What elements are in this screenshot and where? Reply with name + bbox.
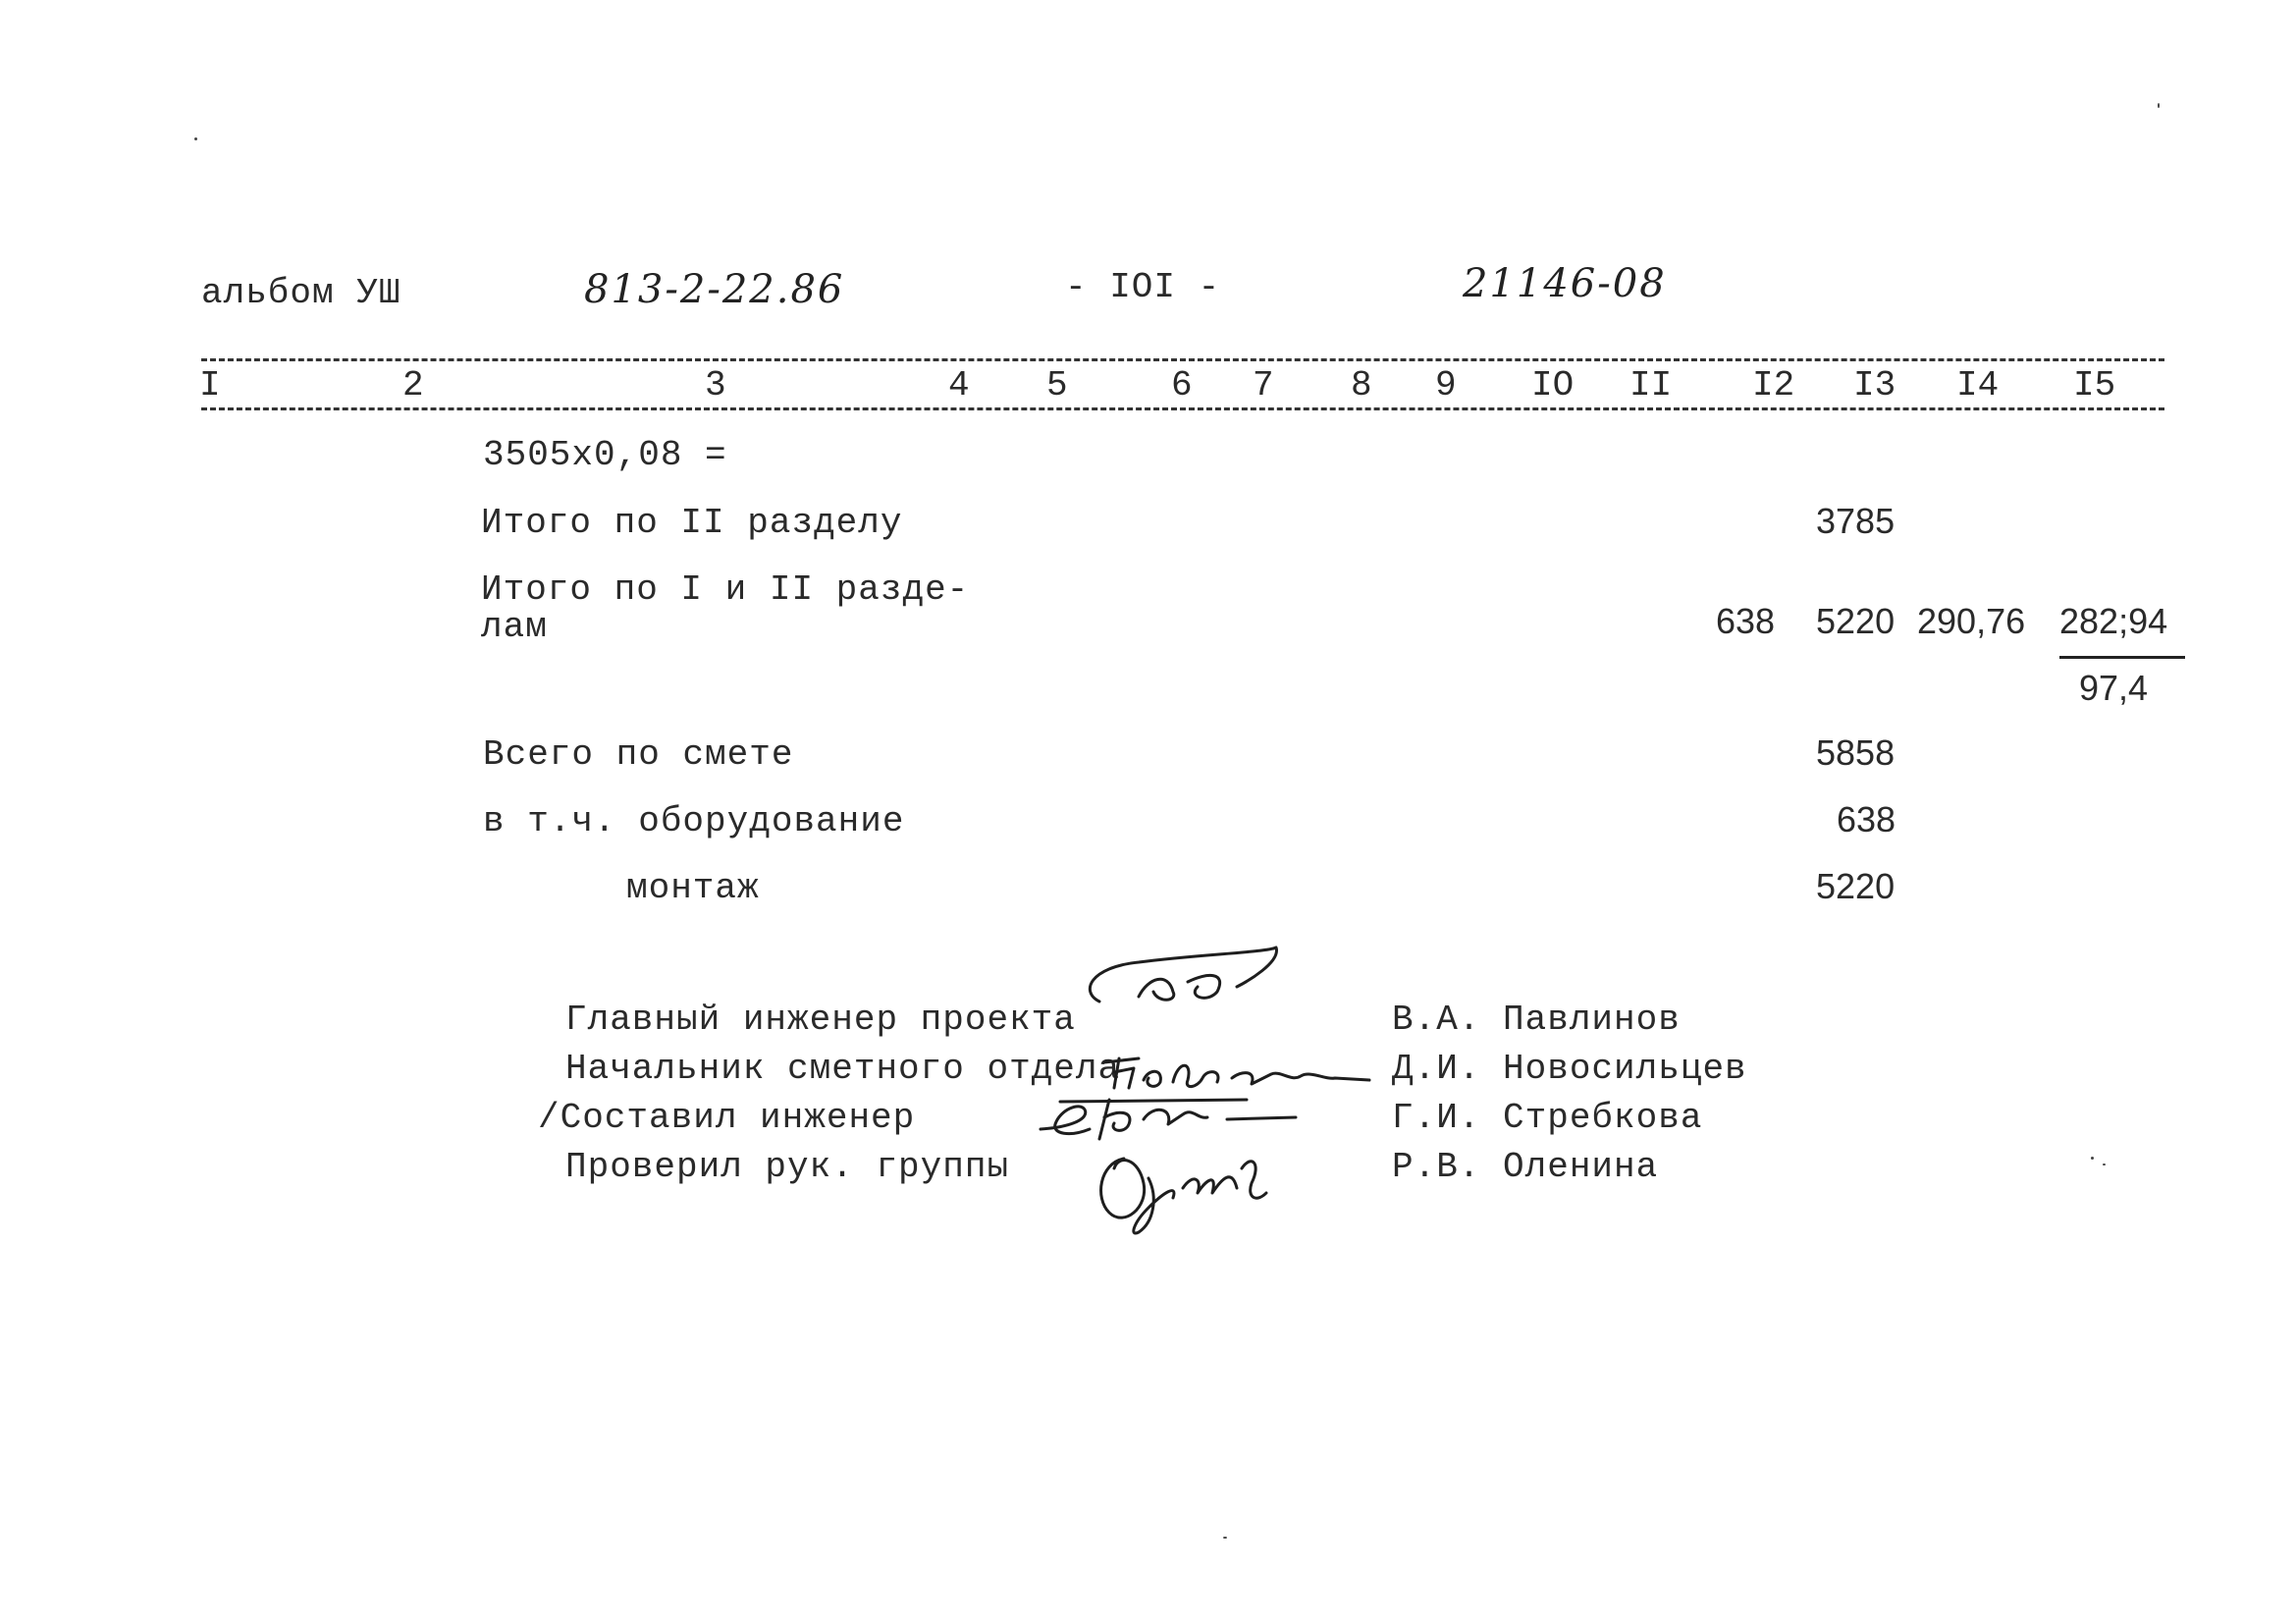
- fraction-rule: [2059, 656, 2185, 659]
- sections12-total-label-line2: лам: [481, 607, 548, 647]
- signature-role: Проверил рук. группы: [565, 1147, 1010, 1187]
- sections12-total-label-line1: Итого по I и II разде-: [481, 569, 970, 610]
- handwritten-signature: [1099, 1051, 1374, 1095]
- signature-name: Д.И. Новосильцев: [1392, 1049, 1747, 1089]
- column-number: I3: [1853, 365, 1896, 406]
- column-number: 2: [402, 365, 424, 406]
- column-number: 9: [1435, 365, 1457, 406]
- column-header-top-rule: [201, 358, 2164, 361]
- installation-label: монтаж: [626, 868, 760, 908]
- column-header-bottom-rule: [201, 407, 2164, 410]
- scan-speck: [2158, 103, 2160, 108]
- column-number: I5: [2073, 365, 2116, 406]
- column-number: I2: [1752, 365, 1795, 406]
- column-number: I4: [1956, 365, 2000, 406]
- sections12-total-col13: 5220: [1816, 601, 1896, 641]
- column-number: IO: [1531, 365, 1575, 406]
- scan-speck: [2091, 1157, 2094, 1160]
- formula-line: 3505x0,08 =: [483, 435, 727, 475]
- section2-total-col13: 3785: [1816, 501, 1896, 541]
- signature-name: В.А. Павлинов: [1392, 1000, 1681, 1040]
- signature-name: Р.В. Оленина: [1392, 1147, 1659, 1187]
- column-number: II: [1629, 365, 1673, 406]
- column-number: 5: [1046, 365, 1068, 406]
- column-number: 3: [705, 365, 726, 406]
- estimate-total-label: Всего по смете: [483, 734, 794, 775]
- sections12-total-col15: 282;94: [2059, 601, 2168, 641]
- scan-speck: [2103, 1164, 2106, 1165]
- column-number: 7: [1253, 365, 1274, 406]
- column-number: I: [199, 365, 221, 406]
- album-label: альбом УШ: [201, 273, 401, 313]
- signature-role: /Составил инженер: [538, 1098, 916, 1138]
- signature-role: Начальник сметного отдела: [565, 1049, 1121, 1089]
- page-number: - IOI -: [1065, 267, 1221, 307]
- scan-speck: [1223, 1537, 1227, 1539]
- signature-role: Главный инженер проекта: [565, 1000, 1076, 1040]
- document-code: 21146-08: [1463, 261, 1667, 306]
- handwritten-signature: [1080, 943, 1306, 1021]
- project-code: 813-2-22.86: [584, 267, 845, 312]
- equipment-col13: 638: [1837, 799, 1896, 839]
- column-number: 6: [1171, 365, 1193, 406]
- column-number: 4: [948, 365, 970, 406]
- installation-col13: 5220: [1816, 866, 1896, 906]
- column-number: 8: [1351, 365, 1372, 406]
- estimate-total-col13: 5858: [1816, 732, 1896, 773]
- equipment-label: в т.ч. оборудование: [483, 801, 905, 841]
- scan-speck: [194, 137, 197, 140]
- sections12-total-col15-below: 97,4: [2079, 668, 2149, 708]
- sections12-total-col12: 638: [1716, 601, 1776, 641]
- signature-name: Г.И. Стребкова: [1392, 1098, 1703, 1138]
- handwritten-signature: [1090, 1139, 1286, 1237]
- sections12-total-col14: 290,76: [1917, 601, 2026, 641]
- section2-total-label: Итого по II разделу: [481, 503, 903, 543]
